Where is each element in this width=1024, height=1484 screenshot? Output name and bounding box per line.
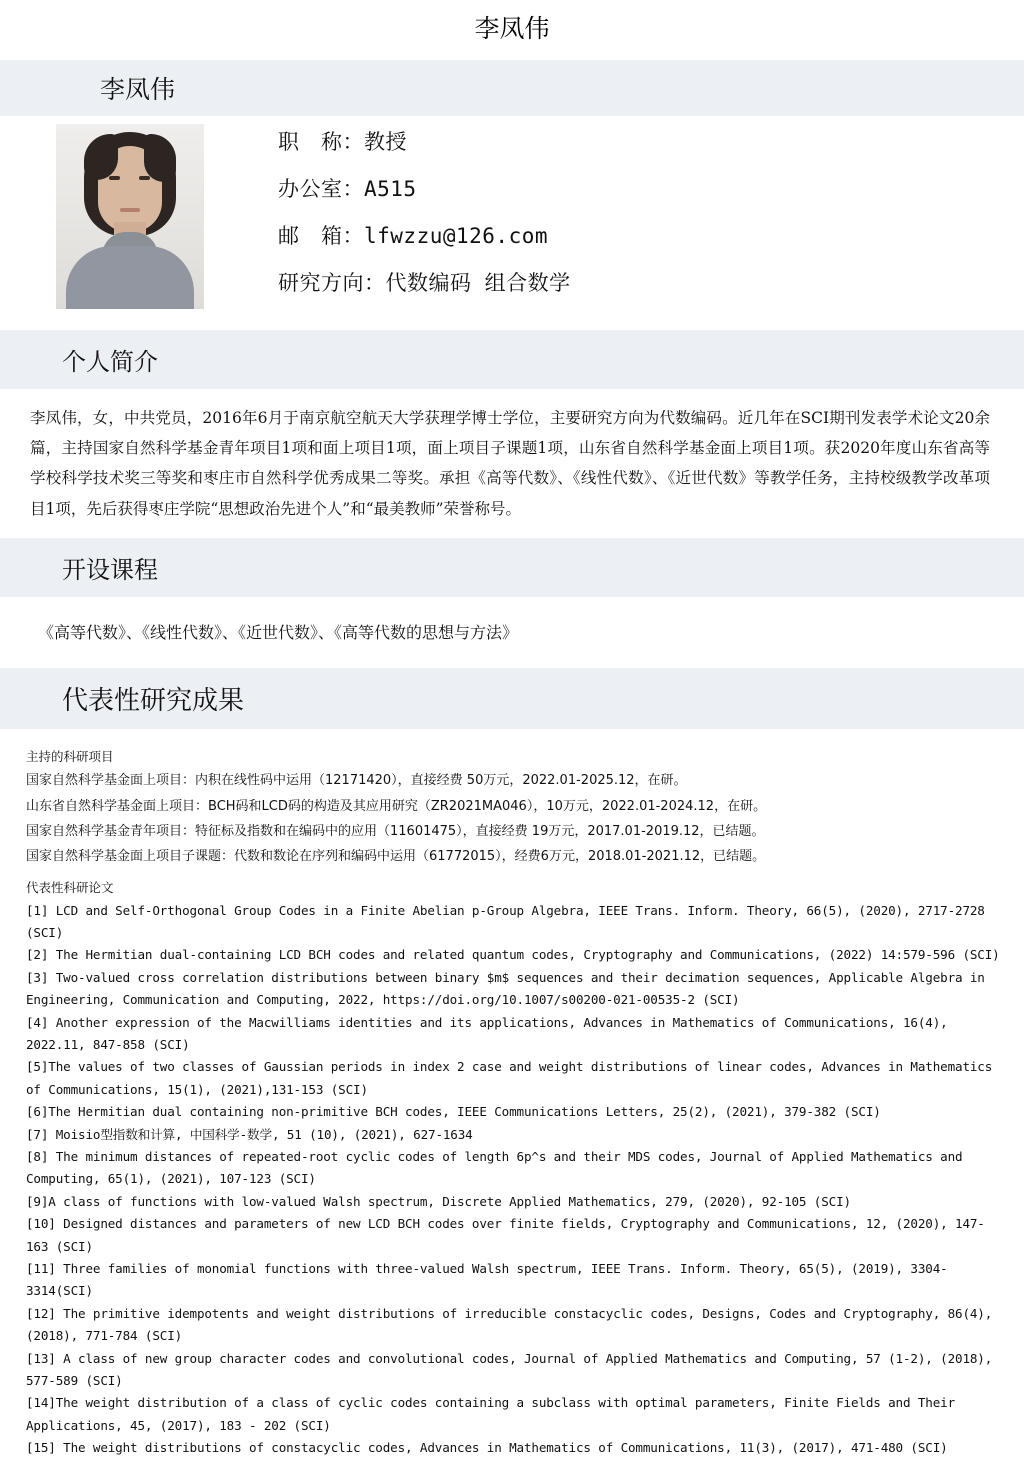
info-value-title: 教授 xyxy=(364,130,407,154)
publication-item: [15] The weight distributions of constacyclic codes, Advances in Mathematics of Communications, 11(3), (2017), 471-480 (SCI) xyxy=(26,1440,948,1456)
profile-row xyxy=(0,116,1024,326)
section-header-research xyxy=(0,668,1024,729)
publication-item: [4] Another expression of the Macwilliams identities and its applications, Advances in Mathematics of Communications, 16(4), 2022.11, 847-858 (SCI) xyxy=(26,1014,948,1052)
info-value-office: A515 xyxy=(364,177,417,201)
project-item: 国家自然科学基金面上项目：内积在线性码中运用（12171420），直接经费 50万元，2022.01-2025.12，在研。 xyxy=(26,773,687,789)
section-title-courses: 开设课程 xyxy=(62,555,158,584)
subheading-papers: 代表性科研论文 xyxy=(26,879,114,895)
project-item: 国家自然科学基金青年项目：特征标及指数和在编码中的应用（11601475），直接经费 19万元，2017.01-2019.12，已结题。 xyxy=(26,824,765,840)
research-content xyxy=(0,729,1024,1484)
photo-container xyxy=(0,124,260,309)
bio-paragraph: 李凤伟，女，中共党员，2016年6月于南京航空航天大学获理学博士学位，主要研究方向为代数编码。近几年在SCI期刊发表学术论文20余篇，主持国家自然科学基金青年项目1项和面上项目1项，面上项目子课题1项，山东省自然科学基金面上项目1项。获2020年度山东省高等学校科学技术奖三等奖和枣庄市自然科学优秀成果二等奖。承担《高等代数》、《线性代数》、《近世代数》等教学任务，主持校级教学改革项目1项，先后获得枣庄学院“思想政治先进个人”和“最美教师”荣誉称号。 xyxy=(30,409,990,518)
name-band xyxy=(0,60,1024,116)
publication-item: [10] Designed distances and parameters of new LCD BCH codes over finite fields, Cryptography and Communications, 12, (2020), 147-163 (SCI) xyxy=(26,1216,985,1254)
publication-item: [7] Moisio型指数和计算, 中国科学-数学, 51 (10), (2021), 627-1634 xyxy=(26,1126,473,1142)
project-item: 国家自然科学基金面上项目子课题：代数和数论在序列和编码中运用（61772015），经费6万元，2018.01-2021.12，已结题。 xyxy=(26,849,766,865)
section-header-courses xyxy=(0,538,1024,597)
info-label-title: 职 称： xyxy=(278,130,364,154)
person-name: 李凤伟 xyxy=(100,75,176,104)
info-label-office: 办公室： xyxy=(278,177,364,201)
publication-item: [12] The primitive idempotents and weight distributions of irreducible constacyclic codes, Designs, Codes and Cryptography, 86(4), (2018), 771-784 (SCI) xyxy=(26,1305,993,1344)
section-title-research: 代表性研究成果 xyxy=(62,685,245,716)
section-title-bio: 个人简介 xyxy=(62,348,158,376)
publication-item: [1] LCD and Self-Orthogonal Group Codes in a Finite Abelian p-Group Algebra, IEEE Trans. Inform. Theory, 66(5), (2020), 2717-2728 (SCI) xyxy=(26,902,985,940)
publication-item: [9]A class of functions with low-valued Walsh spectrum, Discrete Applied Mathematics, 279, (2020), 92-105 (SCI) xyxy=(26,1193,851,1209)
info-label-research: 研究方向： xyxy=(278,271,386,295)
publication-item: [8] The minimum distances of repeated-root cyclic codes of length 6p^s and their MDS codes, Journal of Applied Mathematics and Computing, 65(1), (2021), 107-123 (SCI) xyxy=(26,1149,963,1187)
eye-left-shape xyxy=(109,176,120,180)
portrait-photo xyxy=(56,124,204,309)
eye-right-shape xyxy=(139,176,150,180)
info-value-email: lfwzzu@126.com xyxy=(364,224,549,248)
profile-info xyxy=(260,124,1024,320)
publication-item: [5]The values of two classes of Gaussian periods in index 2 case and weight distributions of linear codes, Advances in Mathematics of Communications, 15(1), (2021),131-153 (SCI) xyxy=(26,1059,993,1097)
info-row-research xyxy=(278,273,1024,294)
torso-shape xyxy=(66,246,194,309)
publication-item: [14]The weight distribution of a class of cyclic codes containing a subclass with optimal parameters, Finite Fields and Their Applications, 45, (2017), 183 - 202 (SCI) xyxy=(26,1395,956,1433)
publication-item: [13] A class of new group character codes and convolutional codes, Journal of Applied Mathematics and Computing, 57 (1-2), (2018), 577-589 (SCI) xyxy=(26,1350,993,1389)
info-row-email xyxy=(278,226,1024,247)
project-item: 山东省自然科学基金面上项目：BCH码和LCD码的构造及其应用研究（ZR2021MA046），10万元，2022.01-2024.12，在研。 xyxy=(26,798,767,814)
publication-item: [11] Three families of monomial functions with three-valued Walsh spectrum, IEEE Trans. Inform. Theory, 65(5), (2019), 3304-3314(SCI) xyxy=(26,1261,948,1299)
publication-item: [2] The Hermitian dual-containing LCD BCH codes and related quantum codes, Cryptography and Communications, (2022) 14:579-596 (SCI) xyxy=(26,947,1000,963)
mouth-shape xyxy=(120,208,140,212)
publication-item: [6]The Hermitian dual containing non-primitive BCH codes, IEEE Communications Letters, 25(2), (2021), 379-382 (SCI) xyxy=(26,1104,881,1120)
courses-list: 《高等代数》、《线性代数》、《近世代数》、《高等代数的思想与方法》 xyxy=(38,622,519,642)
subheading-projects: 主持的科研项目 xyxy=(26,748,114,764)
info-label-email: 邮 箱： xyxy=(278,224,364,248)
info-row-title xyxy=(278,132,1024,153)
section-header-bio xyxy=(0,330,1024,389)
publication-item: [3] Two-valued cross correlation distributions between binary $m$ sequences and their decimation sequences, Applicable Algebra in Engineering, Communication and Computing, 2022, https://doi.org/10.1007/s00200-021-00535-2 (SCI) xyxy=(26,969,985,1008)
info-value-research: 代数编码 组合数学 xyxy=(385,271,571,295)
info-row-office xyxy=(278,179,1024,200)
page-title: 李凤伟 xyxy=(474,14,550,43)
